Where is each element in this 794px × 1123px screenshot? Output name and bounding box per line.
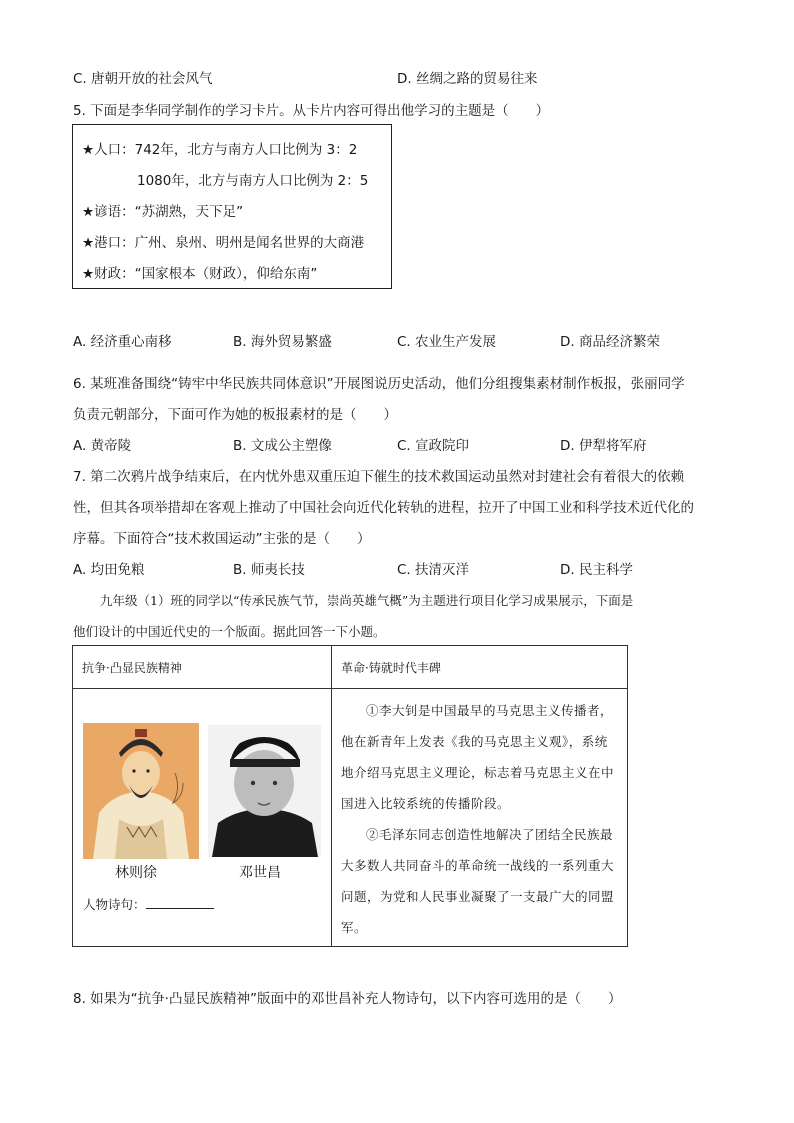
lin-zexu-caption: 林则徐 xyxy=(115,865,157,881)
q8-stem: 8. 如果为“抗争·凸显民族精神”版面中的邓世昌补充人物诗句，以下内容可选用的是（ ） xyxy=(73,991,622,1007)
q5-option-c: C. 农业生产发展 xyxy=(397,334,497,350)
table-divider-vertical xyxy=(331,646,332,946)
left-column-header: 抗争·凸显民族精神 xyxy=(82,661,182,675)
q6-option-c: C. 宣政院印 xyxy=(397,438,470,454)
table-divider-horizontal xyxy=(73,688,627,689)
q6-option-b: B. 文成公主塑像 xyxy=(233,438,332,454)
intro-line-1: 九年级（1）班的同学以“传承民族气节，崇尚英雄气概”为主题进行项目化学习成果展示，下面是 xyxy=(100,593,634,608)
q6-option-a: A. 黄帝陵 xyxy=(73,438,132,454)
q6-stem-line-2: 负责元朝部分，下面可作为她的板报素材的是（ ） xyxy=(73,407,397,423)
card-proverb: ★谚语：“苏湖熟，天下足” xyxy=(82,204,244,220)
q5-option-b: B. 海外贸易繁盛 xyxy=(233,334,332,350)
poem-blank xyxy=(146,898,214,909)
card-population-1: ★人口：742年，北方与南方人口比例为 3：2 xyxy=(82,142,358,158)
card-population-2: 1080年，北方与南方人口比例为 2：5 xyxy=(137,173,369,189)
q7-option-c: C. 扶清灭洋 xyxy=(397,562,470,578)
card-port: ★港口：广州、泉州、明州是闻名世界的大商港 xyxy=(82,235,365,251)
card-finance: ★财政：“国家根本（财政），仰给东南” xyxy=(82,266,318,282)
deng-shichang-caption: 邓世昌 xyxy=(239,865,281,881)
q7-stem-line-2: 性，但其各项举措却在客观上推动了中国社会向近代化转轨的进程，拉开了中国工业和科学技术近代化的 xyxy=(73,500,694,516)
q4-option-c: C. 唐朝开放的社会风气 xyxy=(73,71,213,87)
q6-stem-line-1: 6. 某班准备围绕“铸牢中华民族共同体意识”开展图说历史活动，他们分组搜集素材制作板报，张丽同学 xyxy=(73,376,685,392)
poem-fill-line xyxy=(83,895,214,913)
q7-option-b: B. 师夷长技 xyxy=(233,562,305,578)
q5-option-d: D. 商品经济繁荣 xyxy=(560,334,660,350)
mao-zedong-paragraph: ②毛泽东同志创造性地解决了团结全民族最大多数人共同奋斗的革命统一战线的一系列重大问题，为党和人民事业凝聚了一支最广大的同盟军。 xyxy=(341,827,615,935)
q4-option-d: D. 丝绸之路的贸易往来 xyxy=(397,71,538,87)
q7-option-a: A. 均田免粮 xyxy=(73,562,145,578)
lin-zexu-portrait xyxy=(83,723,199,859)
q5-stem: 5. 下面是李华同学制作的学习卡片。从卡片内容可得出他学习的主题是（ ） xyxy=(73,103,550,119)
study-card xyxy=(72,124,392,289)
poem-label: 人物诗句： xyxy=(83,897,146,912)
li-dazhao-paragraph: ①李大钊是中国最早的马克思主义传播者，他在新青年上发表《我的马克思主义观》，系统地介绍马克思主义理论，标志着马克思主义在中国进入比较系统的传播阶段。 xyxy=(341,703,615,811)
q7-stem-line-1: 7. 第二次鸦片战争结束后，在内忧外患双重压迫下催生的技术救国运动虽然对封建社会有着很大的依赖 xyxy=(73,469,685,485)
intro-line-2: 他们设计的中国近代史的一个版面。据此回答一下小题。 xyxy=(73,624,386,639)
q7-option-d: D. 民主科学 xyxy=(560,562,633,578)
q6-option-d: D. 伊犁将军府 xyxy=(560,438,647,454)
history-board-table xyxy=(72,645,628,947)
q5-option-a: A. 经济重心南移 xyxy=(73,334,172,350)
q7-stem-line-3: 序幕。下面符合“技术救国运动”主张的是（ ） xyxy=(73,531,371,547)
right-column-header: 革命·铸就时代丰碑 xyxy=(341,661,441,675)
deng-shichang-portrait xyxy=(208,725,321,857)
